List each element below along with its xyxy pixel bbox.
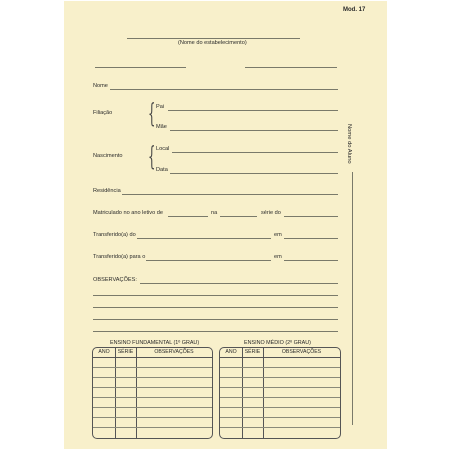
establishment-caption: (Nome do estabelecimento) [178, 40, 247, 46]
obs-line-4[interactable] [93, 319, 338, 320]
table-row[interactable] [220, 377, 340, 378]
na-line[interactable] [220, 216, 257, 217]
transferido-para-label: Transferido(a) para o [93, 254, 146, 260]
serie-do-line[interactable] [284, 216, 338, 217]
obs-line-1[interactable] [140, 283, 338, 284]
table-row[interactable] [93, 367, 212, 368]
matriculado-label: Matriculado no ano letivo de [93, 210, 163, 216]
transferido-do-label: Transferido(a) do [93, 232, 136, 238]
local-label: Local [156, 146, 170, 152]
col-serie: SÉRIE [244, 349, 261, 355]
student-name-side-line[interactable] [352, 172, 353, 425]
transferido-do-line[interactable] [137, 238, 271, 239]
em-label-2: em [274, 254, 282, 260]
nascimento-brace: { [148, 142, 156, 172]
em-line-1[interactable] [284, 238, 338, 239]
table-fundamental [92, 347, 213, 439]
em-label-1: em [274, 232, 282, 238]
col-divider [242, 348, 243, 438]
col-ano: ANO [98, 349, 110, 355]
em-line-2[interactable] [284, 260, 338, 261]
nascimento-label: Nascimento [93, 153, 123, 159]
serie-do-label: série do [261, 210, 281, 216]
col-serie: SÉRIE [117, 349, 134, 355]
ano-letivo-line[interactable] [168, 216, 208, 217]
top-right-line [245, 67, 337, 68]
table-row[interactable] [93, 407, 212, 408]
table-row[interactable] [220, 417, 340, 418]
table-medio [219, 347, 341, 439]
obs-line-2[interactable] [93, 295, 338, 296]
obs-line-5[interactable] [93, 331, 338, 332]
col-divider [115, 348, 116, 438]
table-row[interactable] [220, 367, 340, 368]
establishment-line [127, 38, 300, 39]
transferido-para-line[interactable] [146, 260, 271, 261]
table-row[interactable] [93, 417, 212, 418]
table-row[interactable] [220, 397, 340, 398]
table-fundamental-title: ENSINO FUNDAMENTAL (1º GRAU) [110, 340, 200, 346]
observacoes-label: OBSERVAÇÕES: [93, 277, 137, 283]
top-left-line [95, 67, 186, 68]
student-name-side-label: Nome do Aluno [346, 124, 352, 164]
nome-label: Nome [93, 83, 108, 89]
filiacao-label: Filiação [93, 110, 113, 116]
mae-label: Mãe [156, 124, 167, 130]
table-medio-title: ENSINO MÉDIO (2º GRAU) [244, 340, 311, 346]
table-row[interactable] [93, 377, 212, 378]
col-ano: ANO [225, 349, 237, 355]
col-divider [263, 348, 264, 438]
table-row[interactable] [93, 397, 212, 398]
table-row[interactable] [220, 407, 340, 408]
col-divider [136, 348, 137, 438]
model-number: Mod. 17 [343, 7, 366, 13]
table-row[interactable] [93, 427, 212, 428]
data-line[interactable] [170, 173, 338, 174]
local-line[interactable] [172, 152, 338, 153]
pai-line[interactable] [168, 110, 338, 111]
na-label: na [211, 210, 218, 216]
residencia-label: Residência [93, 188, 121, 194]
nome-line[interactable] [110, 89, 338, 90]
residencia-line[interactable] [122, 194, 338, 195]
pai-label: Pai [156, 104, 165, 110]
table-row[interactable] [220, 427, 340, 428]
obs-line-3[interactable] [93, 307, 338, 308]
col-observacoes: OBSERVAÇÕES [281, 349, 322, 355]
table-row[interactable] [220, 387, 340, 388]
col-observacoes: OBSERVAÇÕES [154, 349, 194, 355]
mae-line[interactable] [170, 130, 338, 131]
table-row[interactable] [93, 387, 212, 388]
filiacao-brace: { [148, 99, 156, 129]
data-label: Data [156, 167, 168, 173]
